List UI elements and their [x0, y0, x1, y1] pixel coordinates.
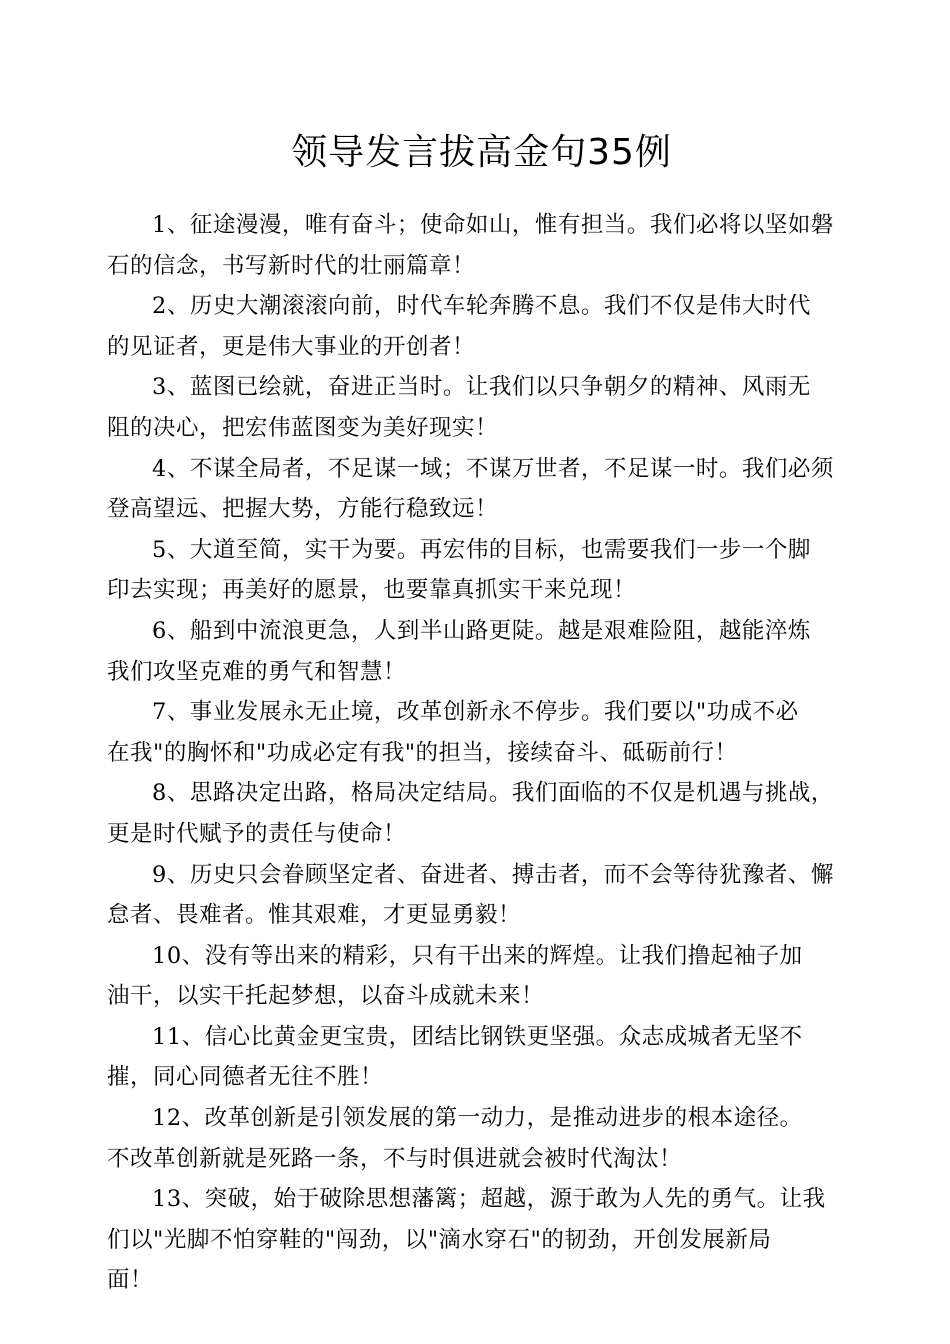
- paragraph-8: 8、思路决定出路，格局决定结局。我们面临的不仅是机遇与挑战， 更是时代赋予的责任与使命！: [107, 780, 834, 847]
- document-title: 领导发言拔高金句35例: [291, 132, 672, 173]
- document-body: [107, 205, 850, 1301]
- paragraph-10: 10、没有等出来的精彩，只有干出来的辉煌。让我们撸起袖子加 油干，以实干托起梦想，以奋斗成就未来！: [107, 942, 803, 1010]
- paragraph-2: 2、历史大潮滚滚向前，时代车轮奔腾不息。我们不仅是伟大时代 的见证者，更是伟大事业的开创者！: [107, 293, 811, 360]
- paragraph-9: 9、历史只会眷顾坚定者、奋进者、搏击者，而不会等待犹豫者、懈 怠者、畏难者。惟其艰难，才更显勇毅！: [107, 861, 834, 929]
- paragraph-7: 7、事业发展永无止境，改革创新永不停步。我们要以"功成不必 在我"的胸怀和"功成必定有我"的担当，接续奋斗、砥砺前行！: [107, 699, 799, 766]
- paragraph-11: 11、信心比黄金更宝贵，团结比钢铁更坚强。众志成城者无坚不 摧，同心同德者无往不胜！: [107, 1023, 803, 1091]
- paragraph-5: 5、大道至简，实干为要。再宏伟的目标，也需要我们一步一个脚 印去实现；再美好的愿景，也要靠真抓实干来兑现！: [107, 536, 811, 604]
- paragraph-12: 12、改革创新是引领发展的第一动力，是推动进步的根本途径。 不改革创新就是死路一条，不与时俱进就会被时代淘汰！: [107, 1105, 803, 1172]
- paragraph-6: 6、船到中流浪更急，人到半山路更陡。越是艰难险阻，越能淬炼 我们攻坚克难的勇气和智慧！: [107, 617, 811, 685]
- paragraph-3: 3、蓝图已绘就，奋进正当时。让我们以只争朝夕的精神、风雨无 阻的决心，把宏伟蓝图变为美好现实！: [107, 374, 811, 441]
- paragraph-4: 4、不谋全局者，不足谋一域；不谋万世者，不足谋一时。我们必须 登高望远、把握大势，方能行稳致远！: [107, 455, 834, 523]
- paragraph-13: 13、突破，始于破除思想藩篱；超越，源于敢为人先的勇气。让我 们以"光脚不怕穿鞋的"闯劲，以"滴水穿石"的韧劲，开创发展新局 面！: [107, 1186, 826, 1294]
- paragraph-1: 1、征途漫漫，唯有奋斗；使命如山，惟有担当。我们必将以坚如磐 石的信念，书写新时代的壮丽篇章！: [107, 212, 834, 279]
